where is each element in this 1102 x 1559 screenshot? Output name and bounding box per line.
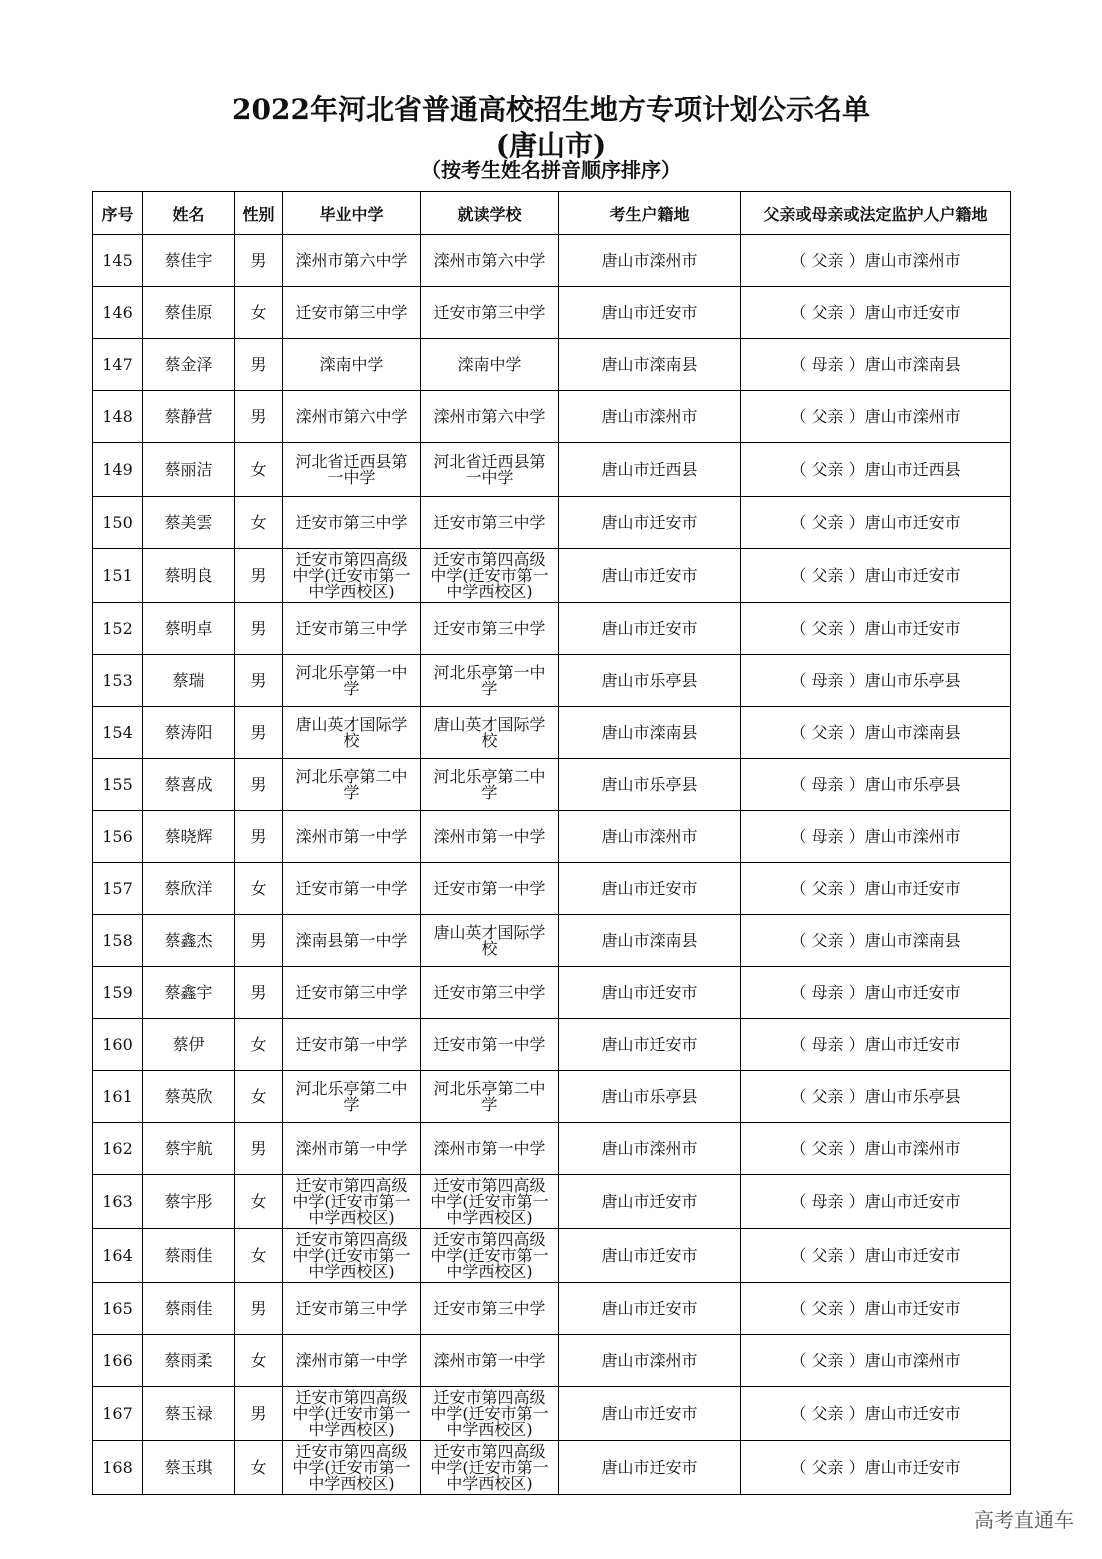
cell-hukou: 唐山市滦南县 bbox=[559, 339, 741, 391]
table-row bbox=[93, 707, 1011, 759]
cell-no: 151 bbox=[93, 549, 143, 603]
cell-no: 165 bbox=[93, 1283, 143, 1335]
cell-gender: 男 bbox=[235, 811, 283, 863]
cell-current-school: 迁安市第一中学 bbox=[421, 1019, 559, 1071]
cell-gender: 女 bbox=[235, 1335, 283, 1387]
cell-name: 蔡欣洋 bbox=[143, 863, 235, 915]
cell-grad-school: 迁安市第四高级中学(迁安市第一中学西校区) bbox=[283, 1229, 421, 1283]
table-row bbox=[93, 391, 1011, 443]
cell-guardian-hukou: （ 父亲 ）唐山市乐亭县 bbox=[741, 1071, 1011, 1123]
table-row bbox=[93, 1123, 1011, 1175]
header-gender: 性别 bbox=[235, 192, 283, 235]
cell-name: 蔡佳原 bbox=[143, 287, 235, 339]
cell-guardian-hukou: （ 父亲 ）唐山市滦州市 bbox=[741, 235, 1011, 287]
cell-hukou: 唐山市迁安市 bbox=[559, 603, 741, 655]
cell-hukou: 唐山市乐亭县 bbox=[559, 1071, 741, 1123]
table-body bbox=[93, 235, 1011, 1495]
table-row bbox=[93, 655, 1011, 707]
table-row bbox=[93, 443, 1011, 497]
header-guardian-hukou: 父亲或母亲或法定监护人户籍地 bbox=[741, 192, 1011, 235]
cell-gender: 男 bbox=[235, 759, 283, 811]
cell-gender: 女 bbox=[235, 287, 283, 339]
cell-gender: 男 bbox=[235, 549, 283, 603]
cell-gender: 男 bbox=[235, 391, 283, 443]
cell-guardian-hukou: （ 父亲 ）唐山市滦州市 bbox=[741, 391, 1011, 443]
table-row bbox=[93, 1019, 1011, 1071]
cell-name: 蔡鑫杰 bbox=[143, 915, 235, 967]
cell-name: 蔡佳宇 bbox=[143, 235, 235, 287]
cell-guardian-hukou: （ 父亲 ）唐山市迁安市 bbox=[741, 497, 1011, 549]
candidate-table bbox=[92, 191, 1011, 1495]
cell-current-school: 河北省迁西县第一中学 bbox=[421, 443, 559, 497]
cell-name: 蔡金泽 bbox=[143, 339, 235, 391]
header-current-school: 就读学校 bbox=[421, 192, 559, 235]
cell-guardian-hukou: （ 父亲 ）唐山市迁安市 bbox=[741, 863, 1011, 915]
cell-name: 蔡雨佳 bbox=[143, 1229, 235, 1283]
cell-no: 167 bbox=[93, 1387, 143, 1441]
cell-gender: 女 bbox=[235, 863, 283, 915]
cell-name: 蔡静营 bbox=[143, 391, 235, 443]
cell-grad-school: 迁安市第三中学 bbox=[283, 497, 421, 549]
cell-hukou: 唐山市迁安市 bbox=[559, 1387, 741, 1441]
cell-gender: 男 bbox=[235, 707, 283, 759]
cell-name: 蔡瑞 bbox=[143, 655, 235, 707]
cell-current-school: 滦州市第六中学 bbox=[421, 391, 559, 443]
table-row bbox=[93, 863, 1011, 915]
cell-no: 148 bbox=[93, 391, 143, 443]
cell-guardian-hukou: （ 父亲 ）唐山市迁安市 bbox=[741, 1387, 1011, 1441]
cell-name: 蔡玉琪 bbox=[143, 1441, 235, 1495]
cell-guardian-hukou: （ 父亲 ）唐山市滦州市 bbox=[741, 1335, 1011, 1387]
cell-guardian-hukou: （ 母亲 ）唐山市滦州市 bbox=[741, 811, 1011, 863]
cell-no: 155 bbox=[93, 759, 143, 811]
cell-hukou: 唐山市迁安市 bbox=[559, 1175, 741, 1229]
cell-name: 蔡喜成 bbox=[143, 759, 235, 811]
document-title: 2022年河北省普通高校招生地方专项计划公示名单 bbox=[232, 93, 870, 126]
cell-hukou: 唐山市迁安市 bbox=[559, 287, 741, 339]
cell-grad-school: 滦州市第一中学 bbox=[283, 811, 421, 863]
cell-no: 145 bbox=[93, 235, 143, 287]
cell-gender: 女 bbox=[235, 1175, 283, 1229]
cell-no: 168 bbox=[93, 1441, 143, 1495]
cell-no: 161 bbox=[93, 1071, 143, 1123]
cell-current-school: 迁安市第三中学 bbox=[421, 603, 559, 655]
cell-current-school: 唐山英才国际学校 bbox=[421, 915, 559, 967]
cell-guardian-hukou: （ 母亲 ）唐山市迁安市 bbox=[741, 1019, 1011, 1071]
table-row bbox=[93, 967, 1011, 1019]
cell-hukou: 唐山市滦州市 bbox=[559, 1123, 741, 1175]
cell-guardian-hukou: （ 母亲 ）唐山市滦南县 bbox=[741, 339, 1011, 391]
header-hukou: 考生户籍地 bbox=[559, 192, 741, 235]
document-sort-note: （按考生姓名拼音顺序排序） bbox=[421, 158, 681, 182]
cell-no: 160 bbox=[93, 1019, 143, 1071]
cell-gender: 男 bbox=[235, 915, 283, 967]
cell-current-school: 迁安市第四高级中学(迁安市第一中学西校区) bbox=[421, 1387, 559, 1441]
cell-grad-school: 河北乐亭第二中学 bbox=[283, 759, 421, 811]
cell-current-school: 河北乐亭第二中学 bbox=[421, 759, 559, 811]
cell-current-school: 迁安市第四高级中学(迁安市第一中学西校区) bbox=[421, 1229, 559, 1283]
table-row bbox=[93, 603, 1011, 655]
cell-name: 蔡晓辉 bbox=[143, 811, 235, 863]
table-header-row bbox=[93, 192, 1011, 235]
cell-current-school: 滦州市第一中学 bbox=[421, 1123, 559, 1175]
cell-grad-school: 迁安市第四高级中学(迁安市第一中学西校区) bbox=[283, 1387, 421, 1441]
table-row bbox=[93, 1335, 1011, 1387]
cell-grad-school: 滦南中学 bbox=[283, 339, 421, 391]
cell-grad-school: 河北省迁西县第一中学 bbox=[283, 443, 421, 497]
cell-no: 153 bbox=[93, 655, 143, 707]
cell-hukou: 唐山市滦南县 bbox=[559, 915, 741, 967]
cell-gender: 男 bbox=[235, 1283, 283, 1335]
cell-no: 146 bbox=[93, 287, 143, 339]
cell-hukou: 唐山市乐亭县 bbox=[559, 759, 741, 811]
cell-name: 蔡明良 bbox=[143, 549, 235, 603]
cell-gender: 女 bbox=[235, 1019, 283, 1071]
cell-gender: 女 bbox=[235, 1441, 283, 1495]
cell-gender: 男 bbox=[235, 1387, 283, 1441]
table-row bbox=[93, 1229, 1011, 1283]
cell-name: 蔡鑫宇 bbox=[143, 967, 235, 1019]
cell-grad-school: 滦州市第一中学 bbox=[283, 1123, 421, 1175]
cell-guardian-hukou: （ 父亲 ）唐山市迁安市 bbox=[741, 549, 1011, 603]
cell-no: 166 bbox=[93, 1335, 143, 1387]
cell-grad-school: 迁安市第三中学 bbox=[283, 1283, 421, 1335]
cell-grad-school: 迁安市第三中学 bbox=[283, 967, 421, 1019]
cell-grad-school: 滦州市第一中学 bbox=[283, 1335, 421, 1387]
table-row bbox=[93, 1441, 1011, 1495]
cell-name: 蔡丽洁 bbox=[143, 443, 235, 497]
cell-grad-school: 迁安市第一中学 bbox=[283, 1019, 421, 1071]
cell-hukou: 唐山市迁安市 bbox=[559, 1019, 741, 1071]
cell-gender: 男 bbox=[235, 967, 283, 1019]
cell-current-school: 河北乐亭第二中学 bbox=[421, 1071, 559, 1123]
cell-name: 蔡雨柔 bbox=[143, 1335, 235, 1387]
cell-grad-school: 河北乐亭第二中学 bbox=[283, 1071, 421, 1123]
table-row bbox=[93, 549, 1011, 603]
cell-grad-school: 迁安市第一中学 bbox=[283, 863, 421, 915]
cell-grad-school: 唐山英才国际学校 bbox=[283, 707, 421, 759]
cell-no: 163 bbox=[93, 1175, 143, 1229]
cell-guardian-hukou: （ 父亲 ）唐山市迁安市 bbox=[741, 287, 1011, 339]
table-row bbox=[93, 287, 1011, 339]
cell-name: 蔡伊 bbox=[143, 1019, 235, 1071]
cell-gender: 男 bbox=[235, 1123, 283, 1175]
cell-guardian-hukou: （ 父亲 ）唐山市迁安市 bbox=[741, 1283, 1011, 1335]
cell-guardian-hukou: （ 父亲 ）唐山市迁安市 bbox=[741, 1441, 1011, 1495]
cell-current-school: 滦南中学 bbox=[421, 339, 559, 391]
cell-guardian-hukou: （ 母亲 ）唐山市乐亭县 bbox=[741, 759, 1011, 811]
cell-current-school: 迁安市第一中学 bbox=[421, 863, 559, 915]
cell-name: 蔡雨佳 bbox=[143, 1283, 235, 1335]
cell-gender: 男 bbox=[235, 339, 283, 391]
cell-guardian-hukou: （ 母亲 ）唐山市迁安市 bbox=[741, 1175, 1011, 1229]
cell-guardian-hukou: （ 父亲 ）唐山市迁西县 bbox=[741, 443, 1011, 497]
cell-grad-school: 滦南县第一中学 bbox=[283, 915, 421, 967]
cell-name: 蔡涛阳 bbox=[143, 707, 235, 759]
cell-guardian-hukou: （ 父亲 ）唐山市滦州市 bbox=[741, 1123, 1011, 1175]
cell-no: 162 bbox=[93, 1123, 143, 1175]
cell-current-school: 河北乐亭第一中学 bbox=[421, 655, 559, 707]
cell-hukou: 唐山市迁安市 bbox=[559, 1229, 741, 1283]
cell-gender: 男 bbox=[235, 603, 283, 655]
cell-name: 蔡美雲 bbox=[143, 497, 235, 549]
cell-no: 150 bbox=[93, 497, 143, 549]
table-row bbox=[93, 235, 1011, 287]
table-row bbox=[93, 915, 1011, 967]
cell-current-school: 迁安市第三中学 bbox=[421, 287, 559, 339]
cell-name: 蔡玉禄 bbox=[143, 1387, 235, 1441]
header-grad-school: 毕业中学 bbox=[283, 192, 421, 235]
cell-no: 156 bbox=[93, 811, 143, 863]
cell-current-school: 滦州市第一中学 bbox=[421, 1335, 559, 1387]
cell-hukou: 唐山市迁安市 bbox=[559, 549, 741, 603]
cell-current-school: 滦州市第一中学 bbox=[421, 811, 559, 863]
cell-grad-school: 迁安市第三中学 bbox=[283, 287, 421, 339]
cell-hukou: 唐山市滦南县 bbox=[559, 707, 741, 759]
cell-gender: 女 bbox=[235, 443, 283, 497]
cell-hukou: 唐山市迁安市 bbox=[559, 863, 741, 915]
cell-no: 152 bbox=[93, 603, 143, 655]
table-row bbox=[93, 1283, 1011, 1335]
table-row bbox=[93, 497, 1011, 549]
table-row bbox=[93, 759, 1011, 811]
table-row bbox=[93, 811, 1011, 863]
table-row bbox=[93, 339, 1011, 391]
cell-guardian-hukou: （ 父亲 ）唐山市迁安市 bbox=[741, 1229, 1011, 1283]
cell-name: 蔡宇彤 bbox=[143, 1175, 235, 1229]
cell-gender: 男 bbox=[235, 655, 283, 707]
cell-guardian-hukou: （ 母亲 ）唐山市乐亭县 bbox=[741, 655, 1011, 707]
document-subtitle-city: (唐山市) bbox=[495, 129, 607, 162]
cell-gender: 男 bbox=[235, 235, 283, 287]
cell-grad-school: 迁安市第四高级中学(迁安市第一中学西校区) bbox=[283, 549, 421, 603]
cell-no: 154 bbox=[93, 707, 143, 759]
cell-no: 164 bbox=[93, 1229, 143, 1283]
cell-current-school: 迁安市第四高级中学(迁安市第一中学西校区) bbox=[421, 549, 559, 603]
watermark-text: 高考直通车 bbox=[974, 1508, 1074, 1532]
cell-current-school: 唐山英才国际学校 bbox=[421, 707, 559, 759]
cell-hukou: 唐山市迁安市 bbox=[559, 1283, 741, 1335]
cell-current-school: 迁安市第四高级中学(迁安市第一中学西校区) bbox=[421, 1441, 559, 1495]
cell-grad-school: 滦州市第六中学 bbox=[283, 235, 421, 287]
cell-grad-school: 滦州市第六中学 bbox=[283, 391, 421, 443]
table-row bbox=[93, 1387, 1011, 1441]
cell-no: 158 bbox=[93, 915, 143, 967]
cell-grad-school: 河北乐亭第一中学 bbox=[283, 655, 421, 707]
cell-hukou: 唐山市迁安市 bbox=[559, 1441, 741, 1495]
cell-hukou: 唐山市滦州市 bbox=[559, 811, 741, 863]
header-name: 姓名 bbox=[143, 192, 235, 235]
cell-hukou: 唐山市迁安市 bbox=[559, 967, 741, 1019]
cell-hukou: 唐山市迁安市 bbox=[559, 497, 741, 549]
cell-no: 159 bbox=[93, 967, 143, 1019]
cell-grad-school: 迁安市第四高级中学(迁安市第一中学西校区) bbox=[283, 1441, 421, 1495]
cell-guardian-hukou: （ 父亲 ）唐山市滦南县 bbox=[741, 915, 1011, 967]
cell-no: 147 bbox=[93, 339, 143, 391]
cell-current-school: 滦州市第六中学 bbox=[421, 235, 559, 287]
cell-no: 149 bbox=[93, 443, 143, 497]
cell-guardian-hukou: （ 父亲 ）唐山市迁安市 bbox=[741, 603, 1011, 655]
cell-current-school: 迁安市第四高级中学(迁安市第一中学西校区) bbox=[421, 1175, 559, 1229]
cell-name: 蔡英欣 bbox=[143, 1071, 235, 1123]
cell-hukou: 唐山市滦州市 bbox=[559, 235, 741, 287]
cell-name: 蔡明卓 bbox=[143, 603, 235, 655]
cell-current-school: 迁安市第三中学 bbox=[421, 497, 559, 549]
table-row bbox=[93, 1071, 1011, 1123]
cell-gender: 女 bbox=[235, 1229, 283, 1283]
cell-current-school: 迁安市第三中学 bbox=[421, 967, 559, 1019]
cell-no: 157 bbox=[93, 863, 143, 915]
cell-hukou: 唐山市滦州市 bbox=[559, 1335, 741, 1387]
cell-name: 蔡宇航 bbox=[143, 1123, 235, 1175]
table-row bbox=[93, 1175, 1011, 1229]
cell-gender: 女 bbox=[235, 1071, 283, 1123]
cell-hukou: 唐山市迁西县 bbox=[559, 443, 741, 497]
cell-guardian-hukou: （ 父亲 ）唐山市滦南县 bbox=[741, 707, 1011, 759]
header-no: 序号 bbox=[93, 192, 143, 235]
cell-current-school: 迁安市第三中学 bbox=[421, 1283, 559, 1335]
cell-grad-school: 迁安市第三中学 bbox=[283, 603, 421, 655]
cell-gender: 女 bbox=[235, 497, 283, 549]
cell-guardian-hukou: （ 母亲 ）唐山市迁安市 bbox=[741, 967, 1011, 1019]
cell-grad-school: 迁安市第四高级中学(迁安市第一中学西校区) bbox=[283, 1175, 421, 1229]
cell-hukou: 唐山市乐亭县 bbox=[559, 655, 741, 707]
cell-hukou: 唐山市滦州市 bbox=[559, 391, 741, 443]
